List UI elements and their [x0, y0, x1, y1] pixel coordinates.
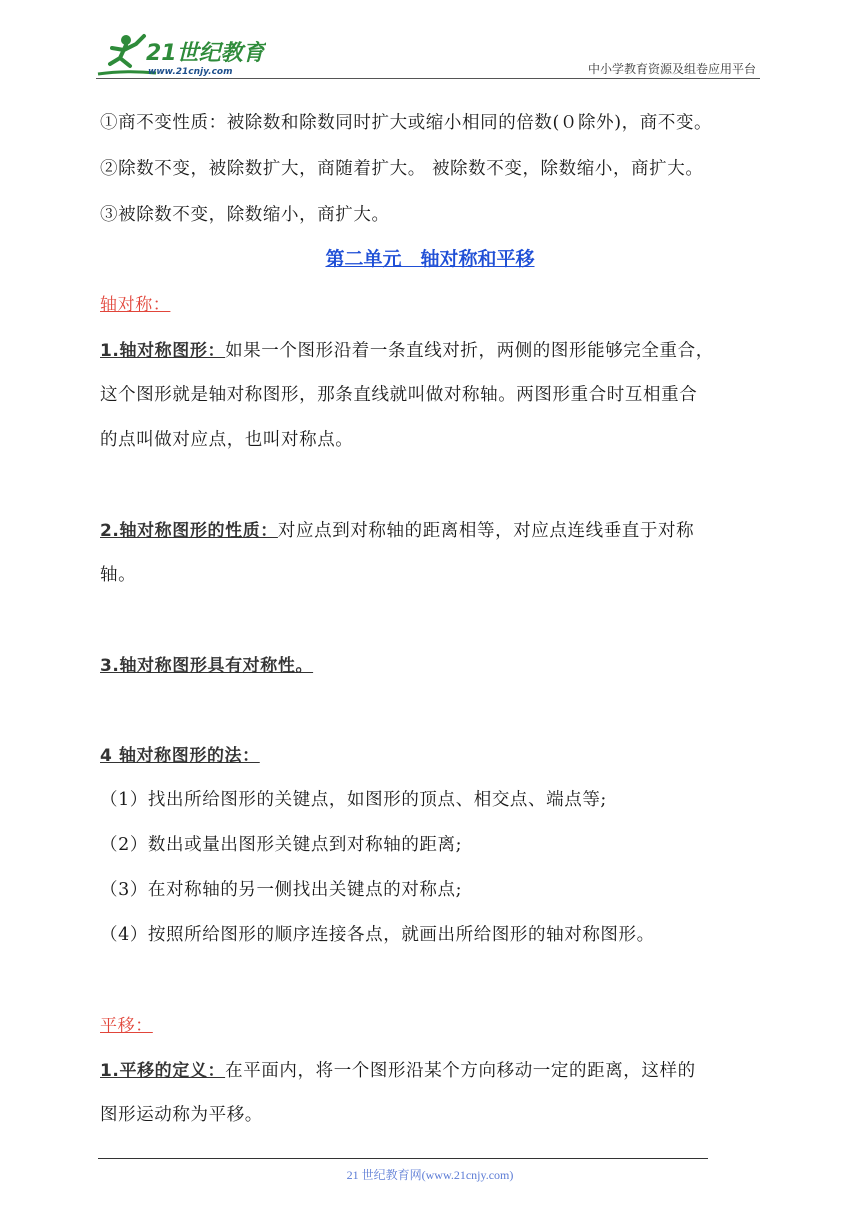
- page-header: [96, 30, 760, 80]
- axis-p3-label: 3.轴对称图形具有对称性。: [100, 656, 314, 676]
- unit-title: 第二单元 轴对称和平移: [325, 248, 535, 270]
- rule-line-2: ②除数不变，被除数扩大，商随着扩大。 被除数不变，除数缩小，商扩大。: [100, 159, 704, 179]
- footer-rule: [98, 1158, 708, 1159]
- axis-p2-text-2: 轴。: [100, 565, 137, 585]
- header-rule: [96, 78, 760, 79]
- axis-p2-label: 2.轴对称图形的性质：: [100, 521, 278, 541]
- axis-p4-line: [100, 741, 764, 766]
- logo-21cnjy: [96, 30, 266, 80]
- translation-p1-text-1: 在平面内，将一个图形沿某个方向移动一定的距离，这样的: [225, 1061, 696, 1081]
- translation-heading: 平移：: [100, 1016, 153, 1036]
- axis-p1-label: 1.轴对称图形：: [100, 341, 226, 361]
- translation-heading-line: [100, 1011, 764, 1036]
- step-2: （2）数出或量出图形关键点到对称轴的距离;: [100, 835, 463, 855]
- step-1: （1）找出所给图形的关键点，如图形的顶点、相交点、端点等;: [100, 790, 607, 810]
- translation-p1-text-2: 图形运动称为平移。: [100, 1105, 263, 1125]
- logo-text: 21世纪教育: [146, 41, 265, 66]
- axis-p1-line-1: [100, 336, 764, 362]
- axis-p4-label: 4 轴对称图形的法：: [100, 746, 260, 766]
- translation-p1-label: 1.平移的定义：: [100, 1061, 226, 1081]
- axis-p2-text-1: 对应点到对称轴的距离相等，对应点连线垂直于对称: [277, 521, 695, 541]
- axis-p1-text-3: 的点叫做对应点，也叫对称点。: [100, 430, 354, 450]
- axis-p1-text-1: 如果一个图形沿着一条直线对折，两侧的图形能够完全重合，: [225, 341, 714, 361]
- step-4: （4）按照所给图形的顺序连接各点，就画出所给图形的轴对称图形。: [100, 925, 655, 945]
- platform-text: 中小学教育资源及组卷应用平台: [587, 62, 756, 76]
- translation-p1-line-1: [100, 1056, 764, 1082]
- axis-p3-line: [100, 651, 764, 676]
- rule-line-1: ①商不变性质：被除数和除数同时扩大或缩小相同的倍数(０除外)，商不变。: [100, 113, 713, 133]
- logo-url: www.21cnjy.com: [148, 67, 233, 77]
- rule-line-3: ③被除数不变，除数缩小，商扩大。: [100, 205, 390, 225]
- axis-heading-line: [100, 290, 764, 315]
- axis-heading: 轴对称：: [100, 295, 171, 315]
- step-3: （3）在对称轴的另一侧找出关键点的对称点;: [100, 880, 463, 900]
- footer-text: 21 世纪教育网(www.21cnjy.com): [346, 1168, 514, 1182]
- axis-p2-line-1: [100, 516, 764, 542]
- axis-p1-text-2: 这个图形就是轴对称图形，那条直线就叫做对称轴。两图形重合时互相重合: [100, 385, 698, 405]
